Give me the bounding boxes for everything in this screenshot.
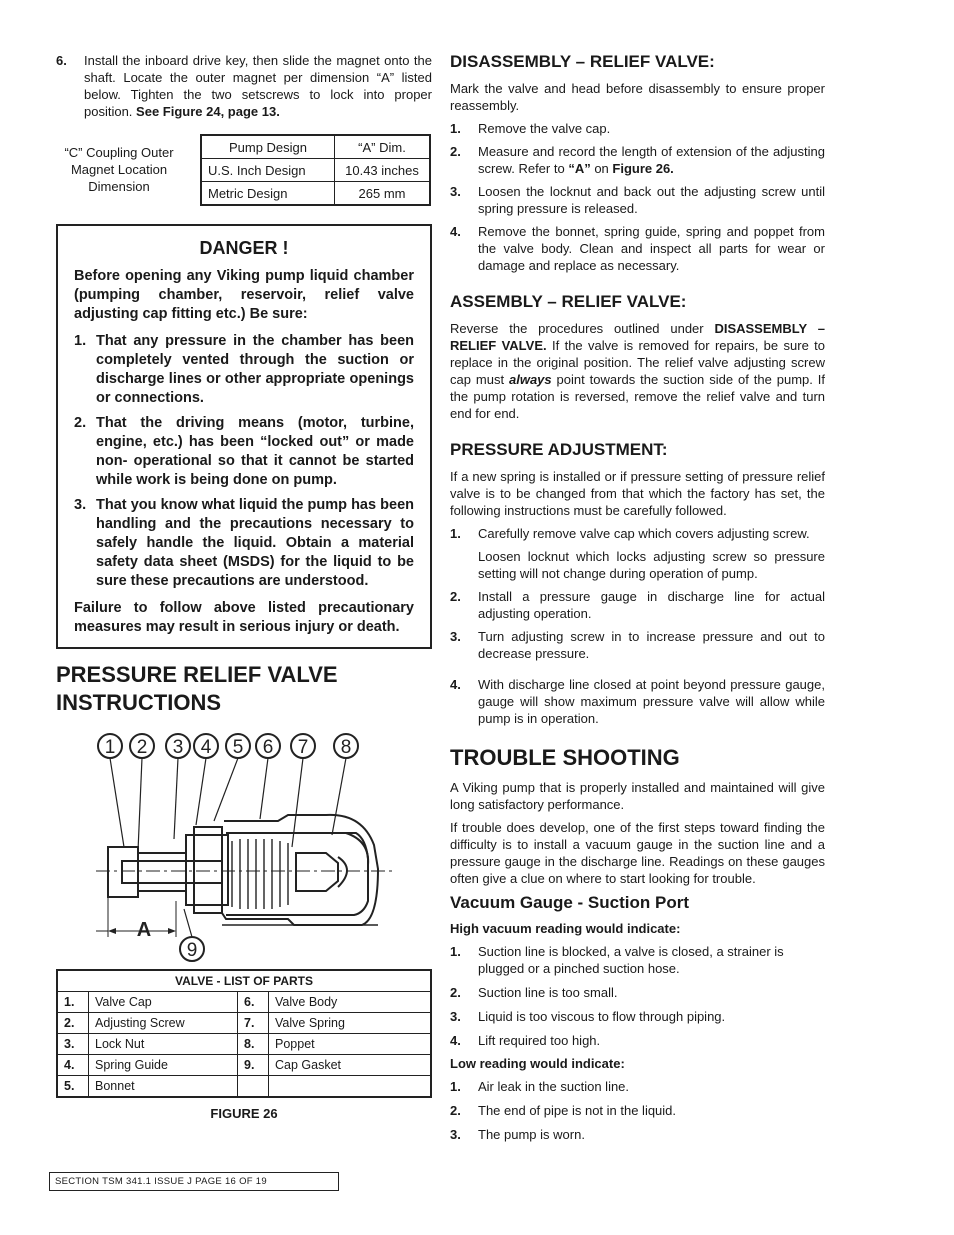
- callout-label-4: 4: [200, 737, 212, 758]
- assembly-text-part: point towards the suction side of the pump. If the pump rotation is reversed, remove the relief valve and turn end for end.: [450, 372, 826, 421]
- list-item: [74, 332, 414, 408]
- parts-table-title: VALVE - LIST OF PARTS: [57, 970, 431, 992]
- danger-title: DANGER !: [199, 238, 289, 258]
- pressure-intro: If a new spring is installed or if pressure setting of pressure relief valve is to be changed from that which the factory has set, the following instructions must be carefully followed.: [450, 469, 825, 518]
- list-item: [450, 1126, 825, 1143]
- step-text-part: on: [590, 161, 613, 176]
- danger-warning: Failure to follow above listed precautionary measures may result in serious injury or death.: [74, 600, 414, 635]
- trouble-paragraph-2: If trouble does develop, one of the first steps toward finding the difficulty is to install a vacuum gauge in the suction line and a pressure gauge in the discharge line. Readings on these gauges often give a clue on where to start looking for trouble.: [450, 820, 825, 886]
- table-cell: 9.: [238, 1055, 269, 1076]
- table-row: [57, 1055, 431, 1076]
- step-text: Carefully remove valve cap which covers adjusting screw.: [478, 526, 810, 541]
- assembly-text-part: If the valve is removed for repairs, be sure to replace in the original position. The relief valve adjusting screw cap must: [450, 338, 826, 387]
- table-row: [201, 159, 430, 182]
- list-item: [450, 588, 825, 622]
- parts-table: [56, 969, 432, 1098]
- callout-label-3: 3: [172, 737, 184, 758]
- step-text: Remove the bonnet, spring guide, spring and poppet from the valve body. Clean and inspect all parts for wear or damage and replace as necessary.: [478, 224, 825, 273]
- trouble-shooting-heading: TROUBLE SHOOTING: [450, 745, 680, 770]
- list-text: That any pressure in the chamber has been completely vented through the suction or discharge lines or other appropriate openings or connections.: [96, 333, 414, 406]
- table-cell: Metric Design: [201, 182, 335, 206]
- step-number: 4.: [450, 1033, 461, 1048]
- relief-valve-diagram: [56, 729, 432, 969]
- table-cell: 8.: [238, 1034, 269, 1055]
- disassembly-heading: DISASSEMBLY – RELIEF VALVE:: [450, 52, 715, 71]
- table-cell: 6.: [238, 992, 269, 1013]
- step-text: The pump is worn.: [478, 1127, 585, 1142]
- callout-label-5: 5: [232, 737, 244, 758]
- step-text: [478, 143, 825, 177]
- step-number: 3.: [450, 629, 461, 644]
- list-item: [450, 628, 825, 662]
- callout-label-2: 2: [136, 737, 148, 758]
- section-title-line-2: INSTRUCTIONS: [56, 690, 221, 715]
- callout-label-8: 8: [340, 737, 352, 758]
- step-text-part: Measure and record the length of extension of the adjusting screw. Refer to: [478, 144, 825, 176]
- bold-ref: DISASSEMBLY – RELIEF VALVE.: [450, 321, 825, 353]
- step-text: The end of pipe is not in the liquid.: [478, 1103, 677, 1118]
- table-cell: Adjusting Screw: [89, 1013, 238, 1034]
- step-text: Loosen the locknut and back out the adjusting screw until spring pressure is released.: [478, 184, 825, 216]
- step-text: Loosen locknut which locks adjusting screw so pressure setting will not change during operation of pump.: [478, 549, 825, 581]
- table-cell: 265 mm: [335, 182, 431, 206]
- list-item: [450, 223, 825, 274]
- step-text: [84, 52, 432, 120]
- low-reading-heading: Low reading would indicate:: [450, 1056, 625, 1071]
- step-text: Turn adjusting screw in to increase pressure and out to decrease pressure.: [478, 629, 825, 661]
- callout-label-7: 7: [297, 737, 309, 758]
- step-6: [56, 52, 432, 120]
- table-cell: 5.: [57, 1076, 89, 1098]
- emphasis: always: [508, 372, 552, 387]
- step-text: Install a pressure gauge in discharge line for actual adjusting operation.: [478, 589, 825, 621]
- list-item: [450, 183, 825, 217]
- step-text: Suction line is too small.: [478, 985, 618, 1000]
- coupling-dimension-block: [56, 134, 432, 206]
- page-footer: SECTION TSM 341.1 ISSUE J PAGE 16 OF 19: [49, 1172, 339, 1191]
- step-number: 3.: [450, 1009, 461, 1024]
- step-number: 4.: [450, 677, 461, 692]
- step-text: With discharge line closed at point beyond pressure gauge, gauge will show maximum pressure valve will allow while pump is in operation.: [478, 677, 825, 726]
- list-item: [450, 984, 825, 1001]
- list-item: [450, 525, 825, 542]
- step-text: Air leak in the suction line.: [478, 1079, 630, 1094]
- table-cell: 10.43 inches: [335, 159, 431, 182]
- table-row: [57, 1034, 431, 1055]
- step-number: 2.: [450, 589, 461, 604]
- assembly-text: [450, 320, 825, 422]
- list-item: [450, 120, 825, 137]
- table-row: [201, 182, 430, 206]
- list-item-continuation: [450, 548, 825, 582]
- table-cell: [238, 1076, 269, 1098]
- step-6-body: Install the inboard drive key, then slide the magnet onto the shaft. Locate the outer magnet per dimension “A” listed below. Tighten the two setscrews to lock into proper position.: [84, 53, 432, 119]
- valve-drawing: [56, 729, 432, 969]
- table-cell: 1.: [57, 992, 89, 1013]
- table-cell: Cap Gasket: [269, 1055, 432, 1076]
- table-cell: Valve Body: [269, 992, 432, 1013]
- step-text: Suction line is blocked, a valve is closed, a strainer is plugged or a pinched suction hose.: [478, 944, 784, 976]
- trouble-paragraph-1: A Viking pump that is properly installed and maintained will give long satisfactory performance.: [450, 780, 825, 812]
- list-item: [74, 414, 414, 490]
- right-column: [450, 52, 825, 1150]
- dimension-table: [200, 134, 431, 206]
- table-row: [57, 970, 431, 992]
- table-cell: 3.: [57, 1034, 89, 1055]
- table-row: [201, 135, 430, 159]
- step-number: 6.: [56, 53, 67, 68]
- table-row: [57, 1076, 431, 1098]
- dimension-label-a: A: [136, 919, 152, 941]
- coupling-caption: “C” Coupling Outer Magnet Location Dimension: [64, 145, 174, 194]
- step-text: Remove the valve cap.: [478, 121, 611, 136]
- bold-ref: “A”: [568, 161, 591, 176]
- table-cell: Valve Spring: [269, 1013, 432, 1034]
- step-text: Liquid is too viscous to flow through piping.: [478, 1009, 726, 1024]
- list-number: 2.: [74, 415, 87, 431]
- step-number: 2.: [450, 1103, 461, 1118]
- step-number: 2.: [450, 985, 461, 1000]
- step-number: 1.: [450, 1079, 461, 1094]
- table-cell: Spring Guide: [89, 1055, 238, 1076]
- table-cell: 4.: [57, 1055, 89, 1076]
- table-cell: [269, 1076, 432, 1098]
- table-cell: Lock Nut: [89, 1034, 238, 1055]
- table-cell: U.S. Inch Design: [201, 159, 335, 182]
- list-item: [450, 1008, 825, 1025]
- step-number: 4.: [450, 224, 461, 239]
- step-number: 1.: [450, 121, 461, 136]
- assembly-text-part: Reverse the procedures outlined under: [450, 321, 715, 336]
- danger-box: [56, 224, 432, 649]
- list-item: [450, 143, 825, 177]
- table-cell: 2.: [57, 1013, 89, 1034]
- list-text: That you know what liquid the pump has been handling and the precautions necessary to safely handle the liquid. Obtain a material safety data sheet (MSDS) for the liquid to be sure these precautions are understood.: [96, 497, 414, 589]
- section-title: [56, 661, 432, 717]
- table-row: [57, 992, 431, 1013]
- list-number: 3.: [74, 497, 87, 513]
- step-number: 3.: [450, 184, 461, 199]
- step-number: 3.: [450, 1127, 461, 1142]
- step-number: 1.: [450, 526, 461, 541]
- vacuum-gauge-heading: Vacuum Gauge - Suction Port: [450, 893, 689, 912]
- figure-reference: See Figure 24, page 13.: [136, 104, 280, 119]
- list-item: [450, 1102, 825, 1119]
- danger-list: [74, 332, 414, 591]
- high-reading-heading: High vacuum reading would indicate:: [450, 921, 681, 936]
- disassembly-intro: Mark the valve and head before disassembly to ensure proper reassembly.: [450, 81, 825, 113]
- danger-intro: Before opening any Viking pump liquid chamber (pumping chamber, reservoir, relief valve adjusting cap fitting etc.) Be sure:: [74, 268, 414, 322]
- list-text: That the driving means (motor, turbine, engine, etc.) has been “locked out” or made non- operational so that it cannot be started while work is being done on pump.: [96, 415, 414, 488]
- list-item: [450, 676, 825, 727]
- pressure-heading: PRESSURE ADJUSTMENT:: [450, 440, 668, 459]
- step-text: Lift required too high.: [478, 1033, 601, 1048]
- figure-caption: FIGURE 26: [210, 1106, 278, 1121]
- table-cell: Valve Cap: [89, 992, 238, 1013]
- table-cell: Bonnet: [89, 1076, 238, 1098]
- section-title-line-1: PRESSURE RELIEF VALVE: [56, 662, 338, 687]
- table-cell: Poppet: [269, 1034, 432, 1055]
- figure-reference: Figure 26.: [612, 161, 674, 176]
- assembly-heading: ASSEMBLY – RELIEF VALVE:: [450, 292, 687, 311]
- list-item: [74, 496, 414, 591]
- left-column: [56, 52, 432, 1121]
- step-number: 2.: [450, 144, 461, 159]
- list-item: [450, 1078, 825, 1095]
- callout-label-9: 9: [186, 940, 198, 961]
- table-row: [57, 1013, 431, 1034]
- table-header: Pump Design: [201, 135, 335, 159]
- callout-label-6: 6: [262, 737, 274, 758]
- list-number: 1.: [74, 333, 87, 349]
- table-cell: 7.: [238, 1013, 269, 1034]
- callout-label-1: 1: [104, 737, 116, 758]
- table-header: “A” Dim.: [335, 135, 431, 159]
- step-number: 1.: [450, 944, 461, 959]
- list-item: [450, 1032, 825, 1049]
- list-item: [450, 943, 825, 977]
